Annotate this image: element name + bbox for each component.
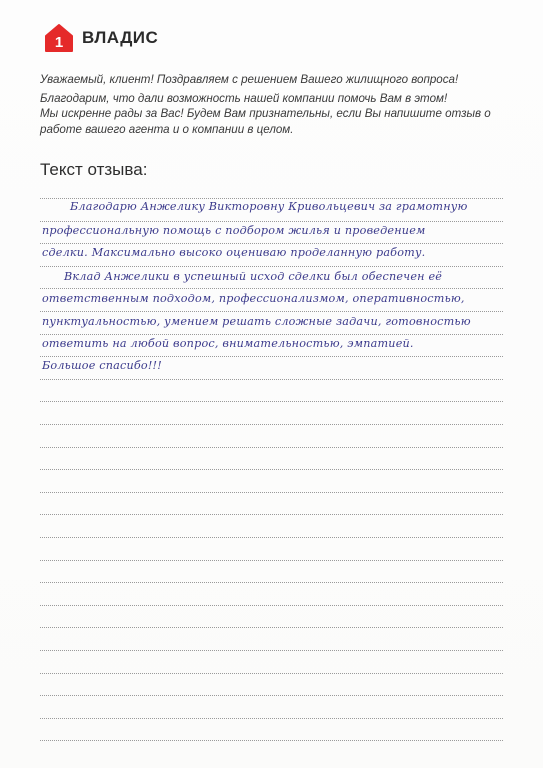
review-line: профессиональную помощь с подбором жилья и проведением (42, 224, 426, 237)
ruled-line (40, 334, 503, 335)
intro-thanks: Благодарим, что дали возможность нашей компании помочь Вам в этом! (40, 91, 448, 105)
company-logo (44, 24, 158, 52)
ruled-line (40, 447, 503, 448)
review-line: сделки. Максимально высоко оцениваю проделанную работу. (42, 246, 426, 259)
ruled-line (40, 198, 503, 199)
ruled-line (40, 740, 503, 741)
ruled-line (40, 379, 503, 380)
intro-request: Мы искренне рады за Вас! Будем Вам признательны, если Вы напишите отзыв о работе вашего агента и о компании в целом. (40, 107, 491, 136)
ruled-line (40, 311, 503, 312)
ruled-line (40, 492, 503, 493)
review-line: пунктуальностью, умением решать сложные задачи, готовностью (42, 315, 471, 328)
ruled-line (40, 537, 503, 538)
ruled-line (40, 469, 503, 470)
ruled-line (40, 582, 503, 583)
ruled-line (40, 605, 503, 606)
intro-text (40, 72, 510, 140)
ruled-line (40, 627, 503, 628)
ruled-line (40, 288, 503, 289)
ruled-line (40, 221, 503, 222)
review-title: Текст отзыва: (40, 160, 148, 179)
ruled-line (40, 266, 503, 267)
review-line: Благодарю Анжелику Викторовну Кривольцевич за грамотную (70, 200, 468, 213)
ruled-line (40, 650, 503, 651)
ruled-line (40, 401, 503, 402)
ruled-line (40, 514, 503, 515)
brand-name: ВЛАДИС (82, 28, 159, 47)
logo-digit: 1 (54, 34, 64, 51)
review-line: Вклад Анжелики в успешный исход сделки был обеспечен её (64, 270, 443, 283)
intro-greeting: Уважаемый, клиент! Поздравляем с решением Вашего жилищного вопроса! (40, 73, 459, 86)
house-icon (44, 23, 74, 53)
ruled-line (40, 560, 503, 561)
review-line: ответить на любой вопрос, внимательностью, эмпатией. (42, 337, 414, 350)
review-line: Большое спасибо!!! (42, 359, 162, 372)
review-line: ответственным подходом, профессионализмом, оперативностью, (42, 292, 465, 305)
ruled-line (40, 243, 503, 244)
ruled-line (40, 356, 503, 357)
ruled-line (40, 424, 503, 425)
ruled-line (40, 718, 503, 719)
ruled-line (40, 673, 503, 674)
ruled-line (40, 695, 503, 696)
